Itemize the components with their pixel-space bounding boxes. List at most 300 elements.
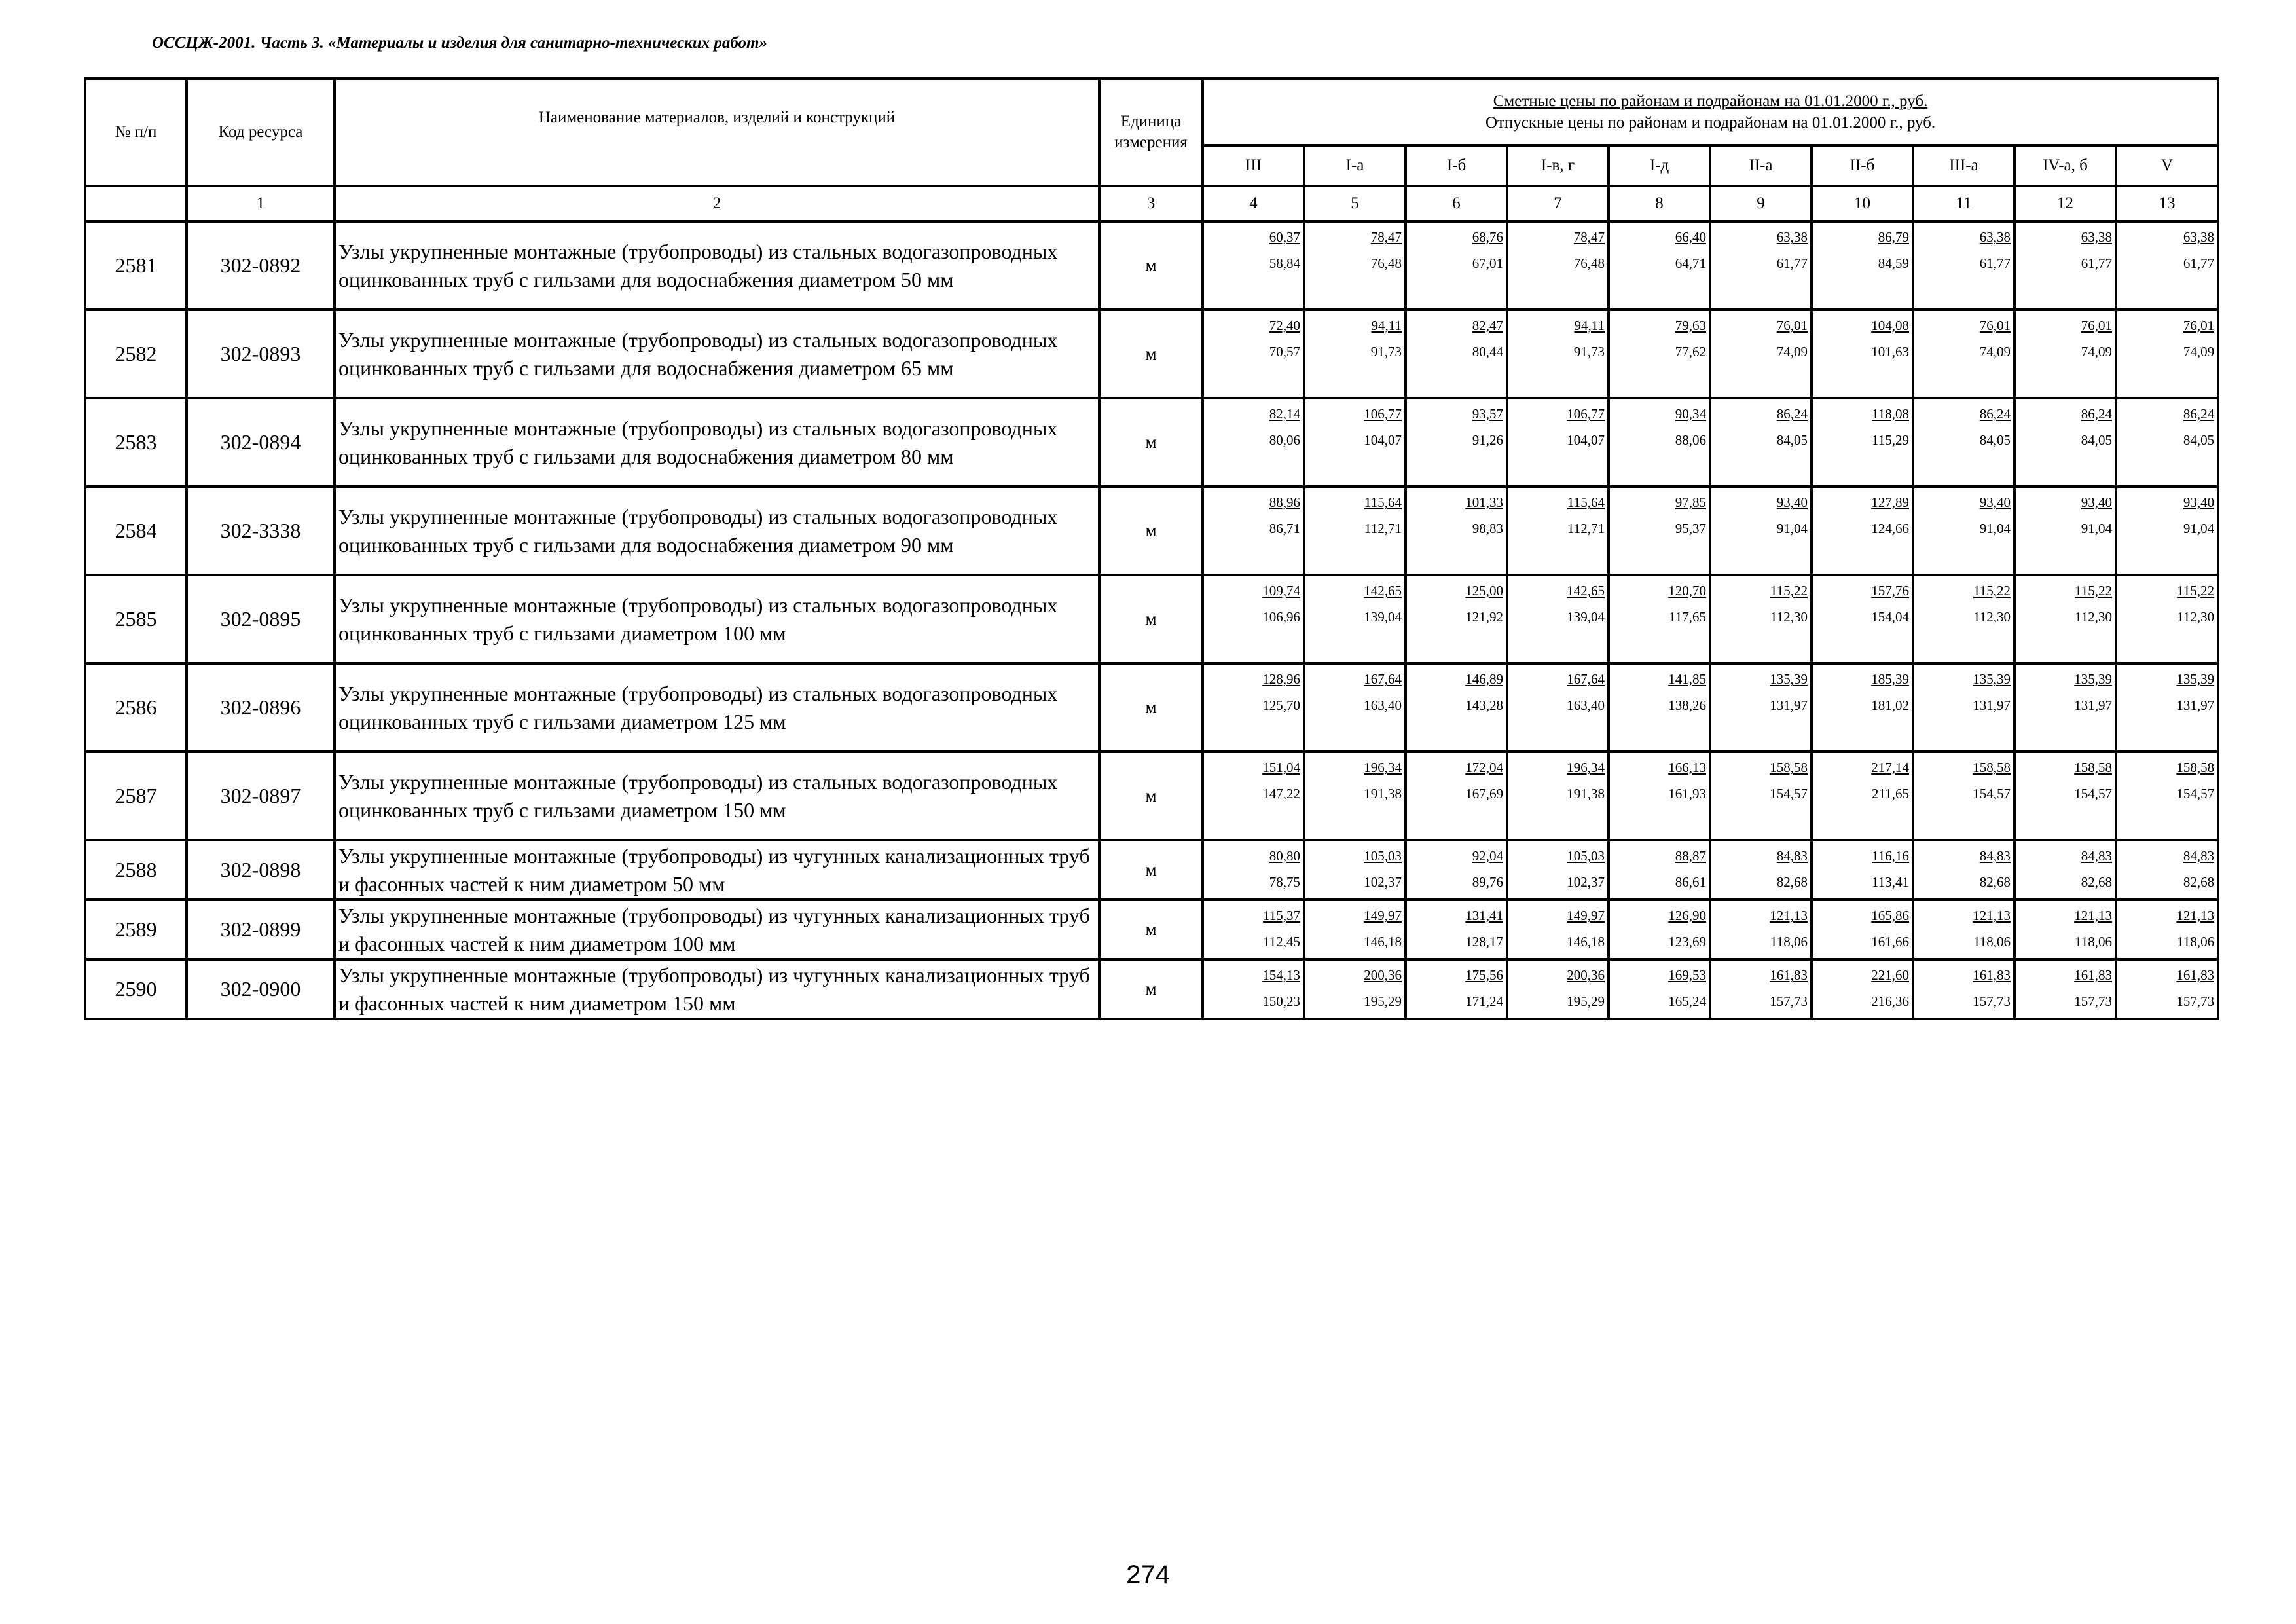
- row-number: 2583: [85, 398, 187, 487]
- release-price: 95,37: [1675, 521, 1706, 536]
- price-cell: [1710, 221, 1812, 310]
- price-cell: [1913, 310, 2014, 398]
- estimate-price: 94,11: [1371, 318, 1402, 333]
- estimate-price: 66,40: [1675, 229, 1706, 245]
- measurement-unit: м: [1099, 663, 1203, 752]
- estimate-price: 76,01: [1979, 318, 2011, 333]
- header-region: IV-а, б: [2014, 145, 2116, 186]
- price-cell: [1507, 575, 1609, 663]
- estimate-price: 115,64: [1567, 494, 1605, 510]
- price-cell: [1304, 959, 1406, 1019]
- release-price: 163,40: [1364, 697, 1402, 713]
- estimate-price: 146,89: [1465, 671, 1503, 687]
- release-price: 84,59: [1878, 255, 1909, 271]
- price-cell: [1304, 663, 1406, 752]
- estimate-price: 115,22: [1973, 583, 2011, 599]
- price-cell: [2116, 398, 2218, 487]
- release-price: 146,18: [1567, 934, 1605, 950]
- estimate-price: 115,64: [1364, 494, 1402, 510]
- release-price: 76,48: [1370, 255, 1402, 271]
- price-cell: [2014, 398, 2116, 487]
- price-cell: [1304, 398, 1406, 487]
- price-cell: [1406, 575, 1507, 663]
- table-row: [85, 752, 2218, 840]
- estimate-price: 105,03: [1567, 848, 1605, 864]
- table-row: [85, 398, 2218, 487]
- price-cell: [1913, 752, 2014, 840]
- resource-code: 302-0892: [187, 221, 335, 310]
- release-price: 102,37: [1567, 874, 1605, 890]
- price-cell: [1406, 398, 1507, 487]
- price-cell: [1913, 398, 2014, 487]
- price-cell: [1406, 900, 1507, 959]
- price-cell: [1913, 663, 2014, 752]
- release-price: 115,29: [1872, 432, 1909, 448]
- header-region: I-в, г: [1507, 145, 1609, 186]
- release-price: 195,29: [1567, 993, 1605, 1009]
- row-number: 2589: [85, 900, 187, 959]
- estimate-price: 60,37: [1269, 229, 1300, 245]
- estimate-price: 92,04: [1472, 848, 1503, 864]
- header-region: III: [1203, 145, 1304, 186]
- estimate-price: 175,56: [1465, 967, 1503, 983]
- price-cell: [1304, 575, 1406, 663]
- price-cell: [1507, 487, 1609, 575]
- estimate-price: 76,01: [2081, 318, 2112, 333]
- release-price: 143,28: [1465, 697, 1503, 713]
- price-cell: [1710, 398, 1812, 487]
- price-cell: [1304, 900, 1406, 959]
- column-number: 8: [1609, 186, 1710, 221]
- estimate-price: 167,64: [1364, 671, 1402, 687]
- measurement-unit: м: [1099, 310, 1203, 398]
- column-number: 12: [2014, 186, 2116, 221]
- measurement-unit: м: [1099, 900, 1203, 959]
- price-cell: [1507, 752, 1609, 840]
- price-cell: [1913, 487, 2014, 575]
- release-price: 124,66: [1871, 521, 1909, 536]
- header-name: Наименование материалов, изделий и конструкций: [335, 79, 1099, 186]
- price-cell: [1710, 575, 1812, 663]
- release-price: 89,76: [1472, 874, 1503, 890]
- estimate-price: 86,24: [2183, 406, 2215, 422]
- price-cell: [2116, 487, 2218, 575]
- release-price: 74,09: [2183, 344, 2215, 360]
- release-price: 112,30: [2177, 609, 2215, 625]
- measurement-unit: м: [1099, 575, 1203, 663]
- estimate-price: 172,04: [1465, 760, 1503, 775]
- material-name: Узлы укрупненные монтажные (трубопроводы) из чугунных канализационных труб и фасонных частей к ним диаметром 50 мм: [335, 840, 1099, 900]
- estimate-price: 154,13: [1262, 967, 1300, 983]
- release-price: 118,06: [1770, 934, 1808, 950]
- release-price: 128,17: [1465, 934, 1503, 950]
- estimate-price: 217,14: [1871, 760, 1909, 775]
- estimate-price: 151,04: [1262, 760, 1300, 775]
- resource-code: 302-0896: [187, 663, 335, 752]
- price-cell: [1507, 959, 1609, 1019]
- release-price: 113,41: [1872, 874, 1909, 890]
- release-price: 167,69: [1465, 786, 1503, 802]
- release-price: 91,04: [1776, 521, 1808, 536]
- release-price: 64,71: [1675, 255, 1706, 271]
- release-price: 74,09: [1776, 344, 1808, 360]
- price-cell: [1406, 959, 1507, 1019]
- header-region: II-б: [1812, 145, 1913, 186]
- estimate-price: 63,38: [1979, 229, 2011, 245]
- estimate-price: 105,03: [1364, 848, 1402, 864]
- column-number: 9: [1710, 186, 1812, 221]
- material-name: Узлы укрупненные монтажные (трубопроводы) из стальных водогазопроводных оцинкованных труб с гильзами для водоснабжения диаметром 90 мм: [335, 487, 1099, 575]
- price-cell: [1913, 959, 2014, 1019]
- release-price: 82,68: [1979, 874, 2011, 890]
- estimate-price: 86,24: [2081, 406, 2112, 422]
- release-price: 80,44: [1472, 344, 1503, 360]
- release-price: 150,23: [1262, 993, 1300, 1009]
- release-price: 191,38: [1364, 786, 1402, 802]
- release-price: 131,97: [2176, 697, 2215, 713]
- price-cell: [1203, 752, 1304, 840]
- estimate-price: 158,58: [1770, 760, 1808, 775]
- release-price: 146,18: [1364, 934, 1402, 950]
- table-row: [85, 221, 2218, 310]
- estimate-price: 157,76: [1871, 583, 1909, 599]
- release-price: 84,05: [1979, 432, 2011, 448]
- price-cell: [1406, 752, 1507, 840]
- estimate-price: 121,13: [2176, 908, 2215, 923]
- release-price: 125,70: [1262, 697, 1300, 713]
- release-price: 112,30: [1770, 609, 1808, 625]
- estimate-price: 169,53: [1668, 967, 1706, 983]
- price-cell: [1609, 310, 1710, 398]
- material-name: Узлы укрупненные монтажные (трубопроводы) из стальных водогазопроводных оцинкованных труб с гильзами диаметром 150 мм: [335, 752, 1099, 840]
- estimate-price: 101,33: [1465, 494, 1503, 510]
- resource-code: 302-0897: [187, 752, 335, 840]
- price-cell: [1304, 752, 1406, 840]
- release-price: 191,38: [1567, 786, 1605, 802]
- measurement-unit: м: [1099, 398, 1203, 487]
- estimate-price: 93,40: [1776, 494, 1808, 510]
- price-cell: [1812, 221, 1913, 310]
- release-price: 147,22: [1262, 786, 1300, 802]
- price-cell: [1203, 900, 1304, 959]
- release-price: 91,04: [1979, 521, 2011, 536]
- price-cell: [2014, 840, 2116, 900]
- estimate-price: 196,34: [1364, 760, 1402, 775]
- release-price: 91,04: [2081, 521, 2112, 536]
- price-cell: [2014, 663, 2116, 752]
- release-price: 104,07: [1364, 432, 1402, 448]
- measurement-unit: м: [1099, 959, 1203, 1019]
- release-price: 154,57: [2176, 786, 2215, 802]
- resource-code: 302-3338: [187, 487, 335, 575]
- price-cell: [1203, 663, 1304, 752]
- release-price: 139,04: [1567, 609, 1605, 625]
- header-unit: Единица измерения: [1099, 79, 1203, 186]
- release-price: 157,73: [1770, 993, 1808, 1009]
- estimate-price: 115,22: [2177, 583, 2215, 599]
- estimate-price: 158,58: [1973, 760, 2011, 775]
- estimate-price: 166,13: [1668, 760, 1706, 775]
- estimate-price: 90,34: [1675, 406, 1706, 422]
- table-row: [85, 487, 2218, 575]
- material-name: Узлы укрупненные монтажные (трубопроводы) из стальных водогазопроводных оцинкованных труб с гильзами для водоснабжения диаметром 65 мм: [335, 310, 1099, 398]
- price-cell: [1609, 752, 1710, 840]
- price-cell: [1609, 900, 1710, 959]
- estimate-price: 109,74: [1262, 583, 1300, 599]
- price-cell: [1812, 752, 1913, 840]
- release-price: 91,73: [1573, 344, 1605, 360]
- price-cell: [1406, 840, 1507, 900]
- release-price: 131,97: [2074, 697, 2112, 713]
- release-price: 154,57: [1770, 786, 1808, 802]
- release-price: 77,62: [1675, 344, 1706, 360]
- price-cell: [1203, 840, 1304, 900]
- price-cell: [1406, 310, 1507, 398]
- estimate-price: 93,57: [1472, 406, 1503, 422]
- price-cell: [2116, 310, 2218, 398]
- estimate-price: 165,86: [1871, 908, 1909, 923]
- estimate-price: 120,70: [1668, 583, 1706, 599]
- price-cell: [1203, 575, 1304, 663]
- estimate-price: 116,16: [1872, 848, 1909, 864]
- price-cell: [1609, 575, 1710, 663]
- price-cell: [1710, 663, 1812, 752]
- release-price: 112,71: [1567, 521, 1605, 536]
- release-price: 61,77: [1979, 255, 2011, 271]
- release-price: 157,73: [2176, 993, 2215, 1009]
- row-number: 2587: [85, 752, 187, 840]
- estimate-price: 135,39: [1973, 671, 2011, 687]
- estimate-price: 84,83: [1979, 848, 2011, 864]
- price-cell: [2014, 575, 2116, 663]
- release-price: 61,77: [1776, 255, 1808, 271]
- price-cell: [1609, 840, 1710, 900]
- price-cell: [1507, 663, 1609, 752]
- estimate-price: 126,90: [1668, 908, 1706, 923]
- release-price: 118,06: [2177, 934, 2215, 950]
- estimate-price: 88,87: [1675, 848, 1706, 864]
- estimate-price: 125,00: [1465, 583, 1503, 599]
- price-cell: [1609, 959, 1710, 1019]
- estimate-price: 221,60: [1871, 967, 1909, 983]
- release-price: 131,97: [1770, 697, 1808, 713]
- release-price: 117,65: [1669, 609, 1706, 625]
- estimate-price: 106,77: [1567, 406, 1605, 422]
- release-price: 154,57: [1973, 786, 2011, 802]
- measurement-unit: м: [1099, 221, 1203, 310]
- release-price: 76,48: [1573, 255, 1605, 271]
- column-number: 6: [1406, 186, 1507, 221]
- release-price: 67,01: [1472, 255, 1503, 271]
- price-cell: [1913, 221, 2014, 310]
- estimate-price: 161,83: [1770, 967, 1808, 983]
- estimate-price: 94,11: [1574, 318, 1605, 333]
- price-cell: [1304, 310, 1406, 398]
- estimate-price: 149,97: [1567, 908, 1605, 923]
- column-number: 1: [187, 186, 335, 221]
- price-cell: [1203, 221, 1304, 310]
- price-cell: [1203, 310, 1304, 398]
- release-price: 70,57: [1269, 344, 1300, 360]
- table-row: [85, 310, 2218, 398]
- price-cell: [1913, 900, 2014, 959]
- price-cell: [2014, 221, 2116, 310]
- table-row: [85, 959, 2218, 1019]
- measurement-unit: м: [1099, 752, 1203, 840]
- release-price: 82,68: [1776, 874, 1808, 890]
- release-price: 106,96: [1262, 609, 1300, 625]
- price-cell: [1406, 487, 1507, 575]
- estimate-price: 158,58: [2176, 760, 2215, 775]
- release-price: 154,04: [1871, 609, 1909, 625]
- estimate-price: 135,39: [2074, 671, 2112, 687]
- release-price: 216,36: [1871, 993, 1909, 1009]
- estimate-price: 127,89: [1871, 494, 1909, 510]
- estimate-price: 115,37: [1263, 908, 1300, 923]
- estimate-price: 128,96: [1262, 671, 1300, 687]
- measurement-unit: м: [1099, 487, 1203, 575]
- price-cell: [1710, 900, 1812, 959]
- estimate-price: 76,01: [1776, 318, 1808, 333]
- release-price: 161,93: [1668, 786, 1706, 802]
- estimate-price: 78,47: [1573, 229, 1605, 245]
- estimate-price: 82,47: [1472, 318, 1503, 333]
- header-region: V: [2116, 145, 2218, 186]
- estimate-price: 158,58: [2074, 760, 2112, 775]
- column-number: 3: [1099, 186, 1203, 221]
- price-cell: [1507, 840, 1609, 900]
- release-price: 195,29: [1364, 993, 1402, 1009]
- estimate-price: 142,65: [1364, 583, 1402, 599]
- release-price: 74,09: [2081, 344, 2112, 360]
- price-cell: [1507, 900, 1609, 959]
- price-cell: [1812, 487, 1913, 575]
- release-price: 74,09: [1979, 344, 2011, 360]
- price-cell: [1609, 398, 1710, 487]
- price-cell: [2014, 900, 2116, 959]
- estimate-price: 97,85: [1675, 494, 1706, 510]
- release-price: 91,73: [1370, 344, 1402, 360]
- price-cell: [2116, 221, 2218, 310]
- estimate-price: 135,39: [2176, 671, 2215, 687]
- release-price: 171,24: [1465, 993, 1503, 1009]
- release-price: 86,71: [1269, 521, 1300, 536]
- estimate-price: 131,41: [1465, 908, 1503, 923]
- price-cell: [1507, 310, 1609, 398]
- release-price: 58,84: [1269, 255, 1300, 271]
- estimate-price: 121,13: [1973, 908, 2011, 923]
- price-cell: [2116, 752, 2218, 840]
- price-cell: [1406, 663, 1507, 752]
- estimate-price: 161,83: [1973, 967, 2011, 983]
- release-price: 154,57: [2074, 786, 2112, 802]
- estimate-price: 68,76: [1472, 229, 1503, 245]
- price-cell: [2014, 752, 2116, 840]
- header-region: I-а: [1304, 145, 1406, 186]
- page-number: 274: [1126, 1560, 1170, 1589]
- price-cell: [2116, 663, 2218, 752]
- resource-code: 302-0894: [187, 398, 335, 487]
- estimate-price: 185,39: [1871, 671, 1909, 687]
- release-price: 118,06: [1973, 934, 2011, 950]
- row-number: 2590: [85, 959, 187, 1019]
- table-row: [85, 663, 2218, 752]
- material-name: Узлы укрупненные монтажные (трубопроводы) из чугунных канализационных труб и фасонных частей к ним диаметром 150 мм: [335, 959, 1099, 1019]
- header-release-prices: Отпускные цены по районам и подрайонам на 01.01.2000 г., руб.: [1485, 114, 1936, 132]
- estimate-price: 78,47: [1370, 229, 1402, 245]
- column-number: 7: [1507, 186, 1609, 221]
- estimate-price: 86,24: [1776, 406, 1808, 422]
- price-cell: [1406, 221, 1507, 310]
- release-price: 181,02: [1871, 697, 1909, 713]
- header-region: II-а: [1710, 145, 1812, 186]
- table-row: [85, 840, 2218, 900]
- release-price: 91,04: [2183, 521, 2215, 536]
- estimate-price: 121,13: [2074, 908, 2112, 923]
- column-number: 2: [335, 186, 1099, 221]
- estimate-price: 106,77: [1364, 406, 1402, 422]
- header-estimate-prices: Сметные цены по районам и подрайонам на 01.01.2000 г., руб.: [1493, 92, 1928, 110]
- estimate-price: 88,96: [1269, 494, 1300, 510]
- price-cell: [1812, 663, 1913, 752]
- estimate-price: 141,85: [1668, 671, 1706, 687]
- column-number: 4: [1203, 186, 1304, 221]
- header-region: I-б: [1406, 145, 1507, 186]
- release-price: 131,97: [1973, 697, 2011, 713]
- header-num: № п/п: [85, 79, 187, 186]
- column-number-blank: [85, 186, 187, 221]
- estimate-price: 161,83: [2176, 967, 2215, 983]
- resource-code: 302-0893: [187, 310, 335, 398]
- estimate-price: 161,83: [2074, 967, 2112, 983]
- document-header: ОССЦЖ-2001. Часть 3. «Материалы и изделия для санитарно-технических работ»: [152, 34, 767, 52]
- resource-code: 302-0895: [187, 575, 335, 663]
- release-price: 80,06: [1269, 432, 1300, 448]
- release-price: 82,68: [2081, 874, 2112, 890]
- release-price: 157,73: [1973, 993, 2011, 1009]
- price-cell: [2014, 310, 2116, 398]
- estimate-price: 79,63: [1675, 318, 1706, 333]
- release-price: 84,05: [1776, 432, 1808, 448]
- price-cell: [1710, 959, 1812, 1019]
- table-row: [85, 575, 2218, 663]
- column-number: 10: [1812, 186, 1913, 221]
- release-price: 78,75: [1269, 874, 1300, 890]
- estimate-price: 76,01: [2183, 318, 2215, 333]
- price-cell: [1812, 575, 1913, 663]
- estimate-price: 196,34: [1567, 760, 1605, 775]
- material-name: Узлы укрупненные монтажные (трубопроводы) из стальных водогазопроводных оцинкованных труб с гильзами для водоснабжения диаметром 80 мм: [335, 398, 1099, 487]
- release-price: 112,30: [2075, 609, 2112, 625]
- price-cell: [1609, 487, 1710, 575]
- estimate-price: 82,14: [1269, 406, 1300, 422]
- release-price: 61,77: [2183, 255, 2215, 271]
- release-price: 123,69: [1668, 934, 1706, 950]
- row-number: 2588: [85, 840, 187, 900]
- row-number: 2586: [85, 663, 187, 752]
- estimate-price: 149,97: [1364, 908, 1402, 923]
- material-name: Узлы укрупненные монтажные (трубопроводы) из чугунных канализационных труб и фасонных частей к ним диаметром 100 мм: [335, 900, 1099, 959]
- release-price: 139,04: [1364, 609, 1402, 625]
- price-cell: [1710, 310, 1812, 398]
- price-cell: [1203, 487, 1304, 575]
- estimate-price: 115,22: [1770, 583, 1808, 599]
- resource-code: 302-0900: [187, 959, 335, 1019]
- price-cell: [1507, 221, 1609, 310]
- release-price: 157,73: [2074, 993, 2112, 1009]
- release-price: 82,68: [2183, 874, 2215, 890]
- release-price: 84,05: [2183, 432, 2215, 448]
